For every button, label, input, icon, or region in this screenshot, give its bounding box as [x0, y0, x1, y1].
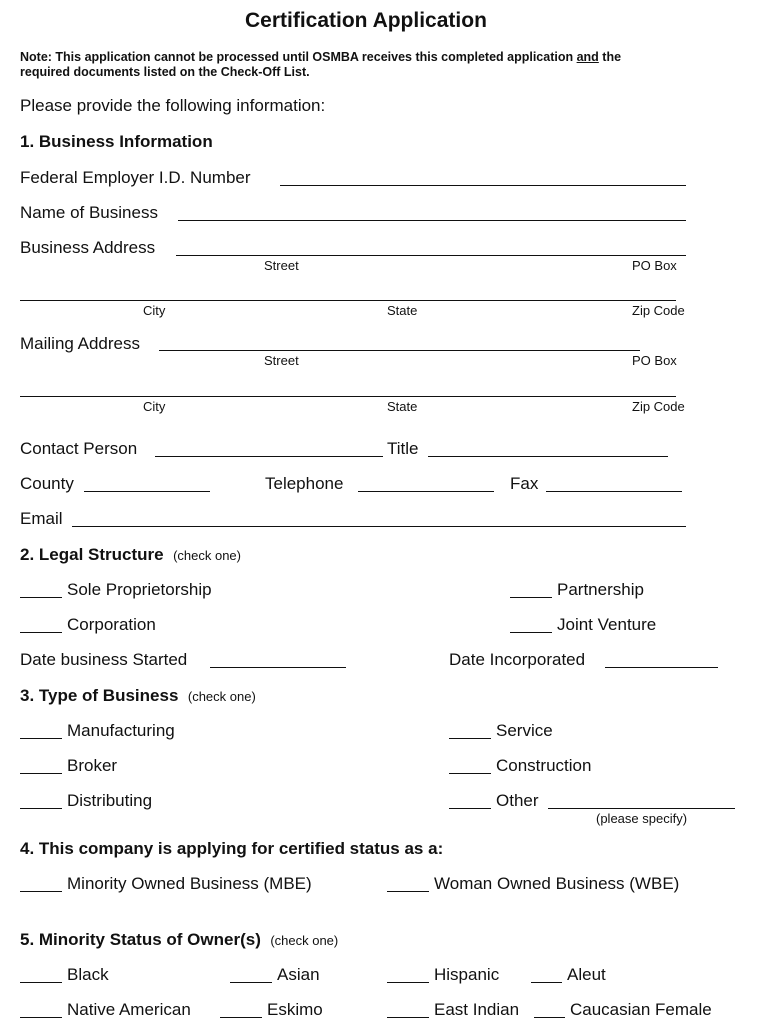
construction-checkline[interactable]: [449, 773, 491, 774]
eskimo-checkline[interactable]: [220, 1017, 262, 1018]
asian-label: Asian: [277, 965, 320, 984]
note-line-1: [20, 50, 621, 65]
business-address-label: Business Address: [20, 238, 156, 257]
mailing-address-city-field[interactable]: [20, 396, 676, 397]
mailing-state-caption: State: [387, 399, 418, 414]
business-zip-caption: Zip Code: [632, 303, 685, 318]
section-2-title: 2. Legal Structure: [20, 545, 164, 564]
hispanic-checkline[interactable]: [387, 982, 429, 983]
date-started-field[interactable]: [210, 667, 346, 668]
mailing-city-caption: City: [143, 399, 166, 414]
eskimo-label: Eskimo: [267, 1000, 323, 1019]
manufacturing-checkline[interactable]: [20, 738, 62, 739]
manufacturing-label: Manufacturing: [67, 721, 175, 740]
mbe-label: Minority Owned Business (MBE): [67, 874, 312, 893]
contact-person-field[interactable]: [155, 456, 383, 457]
date-started-label: Date business Started: [20, 650, 188, 669]
business-city-caption: City: [143, 303, 166, 318]
title-label: Title: [387, 439, 419, 458]
mailing-pobox-caption: PO Box: [632, 353, 677, 368]
business-street-caption: Street: [264, 258, 299, 273]
joint-venture-label: Joint Venture: [557, 615, 657, 634]
distributing-checkline[interactable]: [20, 808, 62, 809]
broker-label: Broker: [67, 756, 118, 775]
east-indian-checkline[interactable]: [387, 1017, 429, 1018]
service-label: Service: [496, 721, 553, 740]
page-title: Certification Application: [245, 9, 487, 32]
section-1-heading: 1. Business Information: [20, 132, 213, 151]
title-field[interactable]: [428, 456, 668, 457]
construction-label: Construction: [496, 756, 592, 775]
mailing-address-street-field[interactable]: [159, 350, 640, 351]
section-5-heading: [20, 930, 338, 951]
mbe-checkline[interactable]: [20, 891, 62, 892]
mailing-street-caption: Street: [264, 353, 299, 368]
section-3-check-one: (check one): [187, 689, 256, 704]
east-indian-label: East Indian: [434, 1000, 520, 1019]
business-state-caption: State: [387, 303, 418, 318]
service-checkline[interactable]: [449, 738, 491, 739]
fax-field[interactable]: [546, 491, 682, 492]
caucasian-female-label: Caucasian Female: [570, 1000, 712, 1019]
corporation-label: Corporation: [67, 615, 156, 634]
other-label: Other: [496, 791, 539, 810]
date-incorporated-label: Date Incorporated: [449, 650, 586, 669]
section-2-heading: [20, 545, 241, 566]
section-5-check-one: (check one): [270, 933, 339, 948]
aleut-checkline[interactable]: [531, 982, 562, 983]
sole-proprietorship-checkline[interactable]: [20, 597, 62, 598]
partnership-checkline[interactable]: [510, 597, 552, 598]
please-specify-caption: (please specify): [596, 811, 688, 826]
fax-label: Fax: [510, 474, 539, 493]
business-address-city-field[interactable]: [20, 300, 676, 301]
caucasian-female-checkline[interactable]: [534, 1017, 565, 1018]
note-text-1: Note: This application cannot be processed until OSMBA receives this completed application: [20, 50, 577, 64]
note-and-underlined: and: [576, 50, 599, 64]
business-name-field[interactable]: [178, 220, 686, 221]
wbe-checkline[interactable]: [387, 891, 429, 892]
telephone-label: Telephone: [265, 474, 344, 493]
note-text-2: the: [598, 50, 622, 64]
wbe-label: Woman Owned Business (WBE): [434, 874, 680, 893]
aleut-label: Aleut: [567, 965, 606, 984]
other-specify-field[interactable]: [548, 808, 735, 809]
email-field[interactable]: [72, 526, 686, 527]
date-incorporated-field[interactable]: [605, 667, 718, 668]
section-5-title: 5. Minority Status of Owner(s): [20, 930, 261, 949]
county-field[interactable]: [84, 491, 210, 492]
contact-person-label: Contact Person: [20, 439, 138, 458]
note-line-2: required documents listed on the Check-Off List.: [20, 65, 310, 79]
mailing-address-label: Mailing Address: [20, 334, 141, 353]
native-american-checkline[interactable]: [20, 1017, 62, 1018]
section-3-heading: [20, 686, 256, 707]
email-label: Email: [20, 509, 63, 528]
joint-venture-checkline[interactable]: [510, 632, 552, 633]
black-checkline[interactable]: [20, 982, 62, 983]
corporation-checkline[interactable]: [20, 632, 62, 633]
native-american-label: Native American: [67, 1000, 191, 1019]
broker-checkline[interactable]: [20, 773, 62, 774]
black-label: Black: [67, 965, 109, 984]
other-checkline[interactable]: [449, 808, 491, 809]
mailing-zip-caption: Zip Code: [632, 399, 685, 414]
intro-text: Please provide the following information:: [20, 96, 326, 115]
hispanic-label: Hispanic: [434, 965, 500, 984]
business-pobox-caption: PO Box: [632, 258, 677, 273]
telephone-field[interactable]: [358, 491, 494, 492]
business-address-street-field[interactable]: [176, 255, 686, 256]
partnership-label: Partnership: [557, 580, 644, 599]
fein-label: Federal Employer I.D. Number: [20, 168, 251, 187]
distributing-label: Distributing: [67, 791, 153, 810]
sole-proprietorship-label: Sole Proprietorship: [67, 580, 212, 599]
county-label: County: [20, 474, 74, 493]
asian-checkline[interactable]: [230, 982, 272, 983]
business-name-label: Name of Business: [20, 203, 158, 222]
section-4-heading: 4. This company is applying for certified status as a:: [20, 839, 444, 858]
fein-field[interactable]: [280, 185, 686, 186]
section-3-title: 3. Type of Business: [20, 686, 179, 705]
section-2-check-one: (check one): [173, 548, 241, 563]
